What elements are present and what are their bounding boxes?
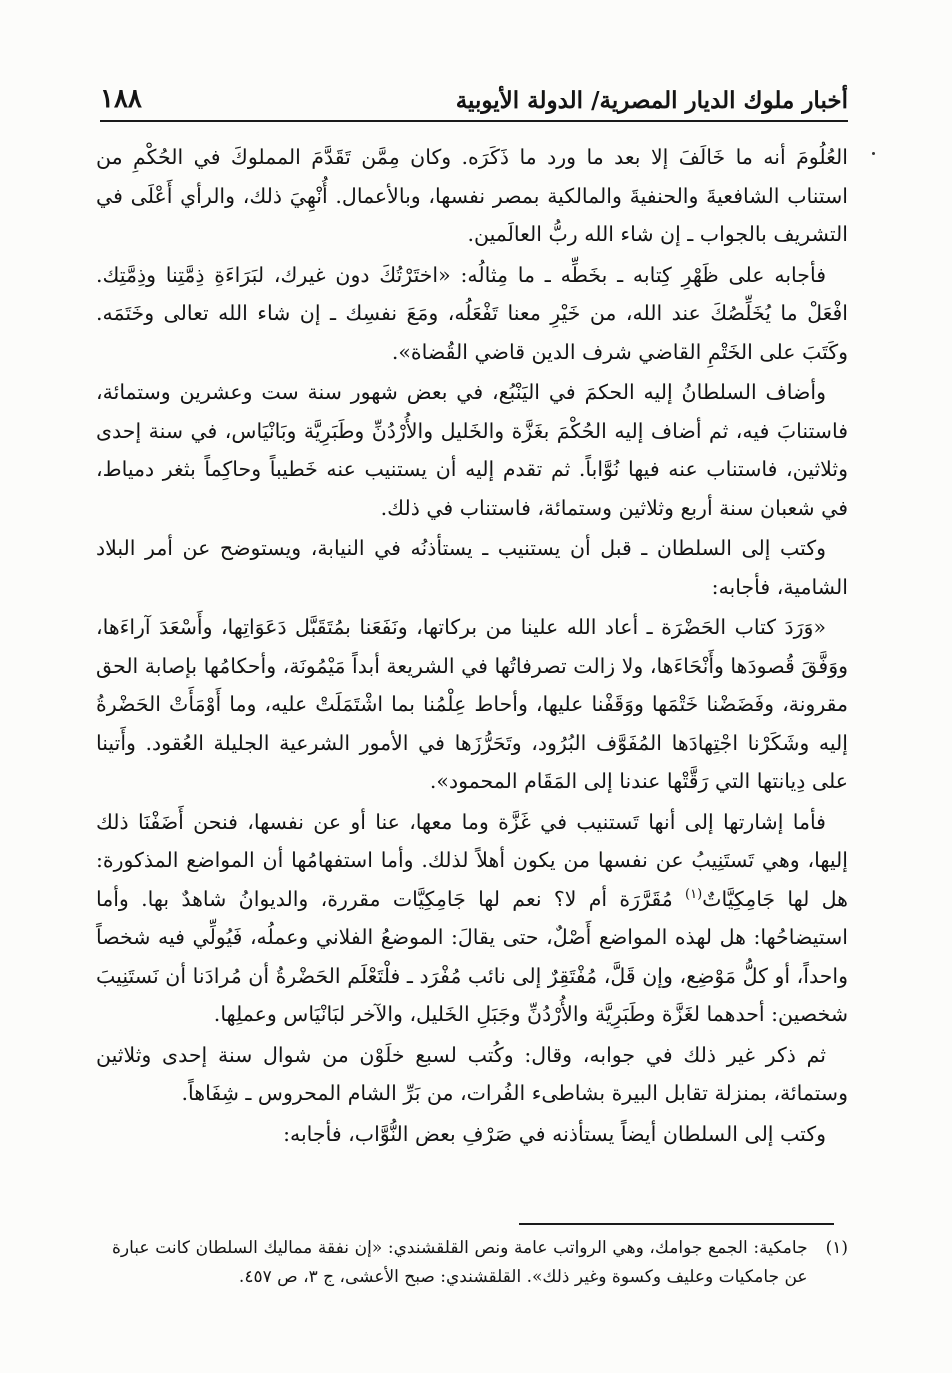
paragraph: ثم ذكر غير ذلك في جوابه، وقال: وكُتب لسبع خلَوْن من شوال سنة إحدى وثلاثين وستمائة، بمنزلة تقابل البيرة بشاطىء الفُرات، من بَرِّ الشام المحروس ـ شِفَاهاً.: [96, 1042, 848, 1105]
paragraph-text: فأما إشارتها إلى أنها تَستنيب في غَزَّة وما معها، عنا أو عن نفسها، فنحن أَضَفْنَا ذلك إليها، وهي تَستَنِيبُ عن نفسها من يكون أهلاً لذلك. وأما استفهامُها أن المواضع المذكورة: هل لها جَامِكِيَّاتٌ: [96, 809, 848, 911]
paragraph-with-footnote: [96, 803, 848, 1034]
page-header: [100, 78, 848, 122]
paragraph: فأجابه على ظَهْرِ كِتابه ـ بخَطِّه ـ ما مِثالُه: «اختَرْتُكَ دون غيرك، لبَرَاءَةِ ذِمَّتِنا وذِمَّتِك. افْعَلْ ما يُخَلِّصُكَ عند الله، من خَيْرِ معنا تَفْعَلُه، ومَعَ نفسِك ـ إن شاء الله تعالى وخَتَمَه. وكَتَبَ على الخَتْمِ القاضي شرف الدين قاضي القُضاة».: [96, 262, 848, 364]
footnote-text: جامكية: الجمع جوامك، وهي الرواتب عامة ونص القلقشندي: «إن نفقة مماليك السلطان كانت عبارة عن جامكيات وعليف وكسوة وغير ذلك». القلقشندي: صبح الأعشى، ج ٣، ص ٤٥٧.: [112, 1238, 808, 1287]
body-text: [96, 138, 848, 1155]
paragraph: وأضاف السلطانُ إليه الحكمَ في اليَنْبُع، في بعض شهور سنة ست وعشرين وستمائة، فاستنابَ فيه، ثم أضاف إليه الحُكْمَ بغَزَّة والخَليل والأُرْدُنِّ وطَبَرِيَّة وبَانْيَاس، في سنة إحدى وثلاثين، فاستناب عنه فيها نُوَّاباً. ثم تقدم إليه أن يستنيب عنه خَطيباً وحاكِماً بثغر دمياط، في شعبان سنة أربع وثلاثين وستمائة، فاستناب في ذلك.: [96, 380, 848, 520]
footnote-item: [112, 1234, 848, 1292]
footnote-number: (١): [825, 1238, 848, 1258]
footnotes: [112, 1234, 848, 1292]
margin-mark: [872, 152, 875, 155]
footnote-divider: [519, 1223, 834, 1225]
paragraph-text: بها. وأما استيضاحُها: هل لهذه المواضع أَصْلٌ، حتى يقالَ: الموضعُ الفلاني وعملُه، فَيُولِّي فيه شخصاً واحداً، أو كلُّ مَوْضِع، وإن قَلَّ، مُفْتَقِرٌ إلى نائب مُفْرَد ـ فلْتَعْلَم الحَضْرةُ أن مُرادَنا أن نَستَنِيبَ شخصين: أحدهما لغَزَّة وطَبَرِيَّة والأُرْدُنِّ وجَبَلِ الخَليل، والآخر لبَانْيَاس وعملِها.: [96, 886, 848, 1026]
paragraph-text: مُقَرَّرَة أم لا؟ نعم لها جَامِكِيَّات مقررة، والديوانُ شاهدٌ: [181, 886, 673, 911]
running-title: أخبار ملوك الديار المصرية/ الدولة الأيوبية: [455, 87, 848, 114]
paragraph: «وَرَدَ كتاب الحَضْرَة ـ أعاد الله علينا من بركاتها، ونَفَعَنا بمُتَقَبَّل دَعَوَاتِها، وأَسْعَدَ آراءَها، ووَفَّقَ قُصودَها وأَنْحَاءَها، ولا زالت تصرفاتُها في الشريعة أبداً مَيْمُونَة، وأحكامُها بإصابة الحق مقرونة، وفَضَضْنا خَتْمَها ووَقَفْنا عليها، وأحاط عِلْمُنا بما اشْتَمَلَتْ عليه، وما أَوْمَأَتْ الحَضْرةُ إليه وشَكَرْنا اجْتِهادَها المُفَوَّف البُرُود، وتَحَرُّزَها في الأمور الشرعية الجليلة العُقود. وأَتينا على دِيانتها التي رَقَّتْها عندنا إلى المَقَام المحمود».: [95, 615, 848, 793]
footnote-reference[interactable]: (١): [685, 886, 703, 902]
paragraph: وكتب إلى السلطان أيضاً يستأذنه في صَرْفِ بعض النُّوَّاب، فأجابه:: [283, 1121, 826, 1146]
page-number: ١٨٨: [100, 84, 142, 114]
paragraph: العُلُومَ أنه ما خَالَفَ إلا بعد ما ورد ما ذَكَرَه. وكان مِمَّن تَقَدَّمَ المملوكَ في الحُكْمِ من استناب الشافعيةَ والحنفيةَ والمالكية بمصر نفسها، وبالأعمال. أُنْهِيَ ذلك، والرأي أَعْلَى في التشريف بالجواب ـ إن شاء الله ربُّ العالَمين.: [96, 145, 848, 246]
paragraph: وكتب إلى السلطان ـ قبل أن يستنيب ـ يستأذنُه في النيابة، ويستوضح عن أمر البلاد الشامية، فأجابه:: [96, 536, 848, 599]
